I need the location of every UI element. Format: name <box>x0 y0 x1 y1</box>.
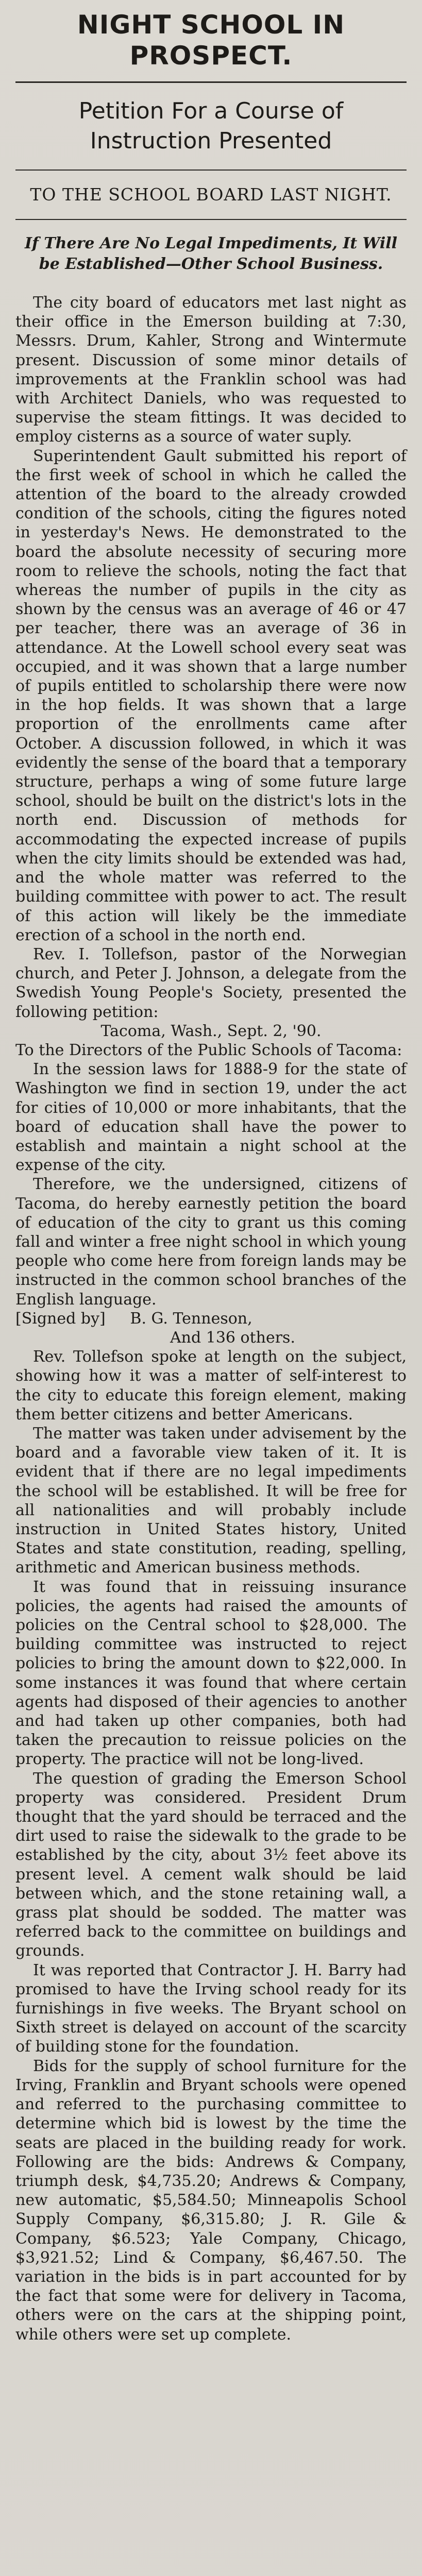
petition-body-law: In the session laws for 1888-9 for the state of Washington we find in section 19, under the act for cities of 10,000 or more inhabitants, that the board of education shall have the power to establish and maintain a night school at the expense of the city. <box>15 1060 407 1175</box>
petition-signature-others: And 136 others. <box>170 1328 295 1347</box>
article-body <box>15 293 407 2344</box>
paragraph-grading: The question of grading the Emerson School property was considered. President Drum thought that the yard should be terraced and the dirt used to raise the sidewalk to the grade to be established by the city, about 3½ feet above its present level. A cement walk should be laid between which, and the stone retaining wall, a grass plat should be sodded. The matter was referred back to the committee on buildings and grounds. <box>15 1769 407 1960</box>
petition-salutation: To the Directors of the Public Schools of Tacoma: <box>15 1041 402 1059</box>
article-summary-deck: If There Are No Legal Impediments, It Will be Established—Other School Business. <box>24 234 398 273</box>
deck-rule <box>15 219 407 220</box>
paragraph-furniture-bids: Bids for the supply of school furniture for the Irving, Franklin and Bryant schools were opened and referred to the purchasing committee to determine which bid is lowest by the time the seats are placed in the building ready for work. Following are the bids: Andrews & Company, triumph desk, $4,735.20; Andrews & Company, new automatic, $5,584.50; Minneapolis School Supply Company, $6,315.80; J. R. Gile & Company, $6.523; Yale Company, Chicago, $3,921.52; Lind & Company, $6,467.50. The variation in the bids is in part accounted for by the fact that some were for delivery in Tacoma, others were on the cars at the shipping point, while others were set up complete. <box>15 2057 407 2344</box>
paragraph-board-meeting: The city board of educators met last night as their office in the Emerson building at 7:30, Messrs. Drum, Kahler, Strong and Wintermute present. Discussion of some minor details of improvements at the Franklin school was had with Architect Daniels, who was requested to supervise the steam fittings. It was decided to employ cisterns as a source of water suply. <box>15 294 407 446</box>
paragraph-advisement: The matter was taken under advisement by the board and a favorable view taken of it. It is evident that if there are no legal impediments the school will be established. It will be free for all nationalities and will probably include instruction in United States history, United States and state constitution, reading, spelling, arithmetic and American business methods. <box>15 1424 407 1577</box>
paragraph-contractor: It was reported that Contractor J. H. Barry had promised to have the Irving school ready for its furnishings in five weeks. The Bryant school on Sixth street is delayed on account of the scarcity of building stone for the foundation. <box>15 1961 407 2056</box>
paragraph-superintendent-report: Superintendent Gault submitted his report of the first week of school in which he called the attention of the board to the already crowded condition of the schools, citing the figures noted in yesterday's News. He demonstrated to the board the absolute necessity of securing more room to relieve the schools, noting the fact that whereas the number of pupils in the city as shown by the census was an average of 46 or 47 per teacher, there was an average of 36 in attendance. At the Lowell school every seat was occupied, and it was shown that a large number of pupils entitled to scholarship there were now in the hop fields. It was shown that a large proportion of the enrollments came after October. A discussion followed, in which it was evidently the sense of the board that a temporary structure, perhaps a wing of some future large school, should be built on the district's lots in the north end. Discussion of methods for accommodating the expected increase of pupils when the city limits should be extended was had, and the whole matter was referred to the building committee with power to act. The result of this action will likely be the immediate erection of a school in the north end. <box>15 447 407 944</box>
article-subhead: Petition For a Course of Instruction Presented <box>78 98 344 154</box>
paragraph-insurance: It was found that in reissuing insurance policies, the agents had raised the amounts of policies on the Central school to $28,000. The building committee was instructed to reject policies to bring the amount down to $22,000. In some instances it was found that where certain agents had disposed of their agencies to another and had taken up other companies, both had taken the precaution to reissue policies on the property. The practice will not be long-lived. <box>15 1578 407 1769</box>
petition-signature: [Signed by] B. G. Tenneson, <box>15 1309 252 1328</box>
headline-rule <box>15 81 407 83</box>
article-headline: NIGHT SCHOOL IN PROSPECT. <box>77 10 345 71</box>
petition-dateline: Tacoma, Wash., Sept. 2, '90. <box>100 1022 322 1040</box>
paragraph-petition-intro: Rev. I. Tollefson, pastor of the Norwegian church, and Peter J. Johnson, a delegate from the Swedish Young People's Society, presented the following petition: <box>15 945 407 1021</box>
paragraph-tollefson-remarks: Rev. Tollefson spoke at length on the subject, showing how it was a matter of self-interest to the city to educate this foreign element, making them better citizens and better Americans. <box>15 1348 407 1423</box>
subhead-rule <box>15 170 407 171</box>
petition-body-request: Therefore, we the undersigned, citizens of Tacoma, do hereby earnestly petition the board of education of the city to grant us this coming fall and winter a free night school in which young people who come here from foreign lands may be instructed in the common school branches of the English language. <box>15 1175 407 1309</box>
article-deck: TO THE SCHOOL BOARD LAST NIGHT. <box>30 184 392 205</box>
